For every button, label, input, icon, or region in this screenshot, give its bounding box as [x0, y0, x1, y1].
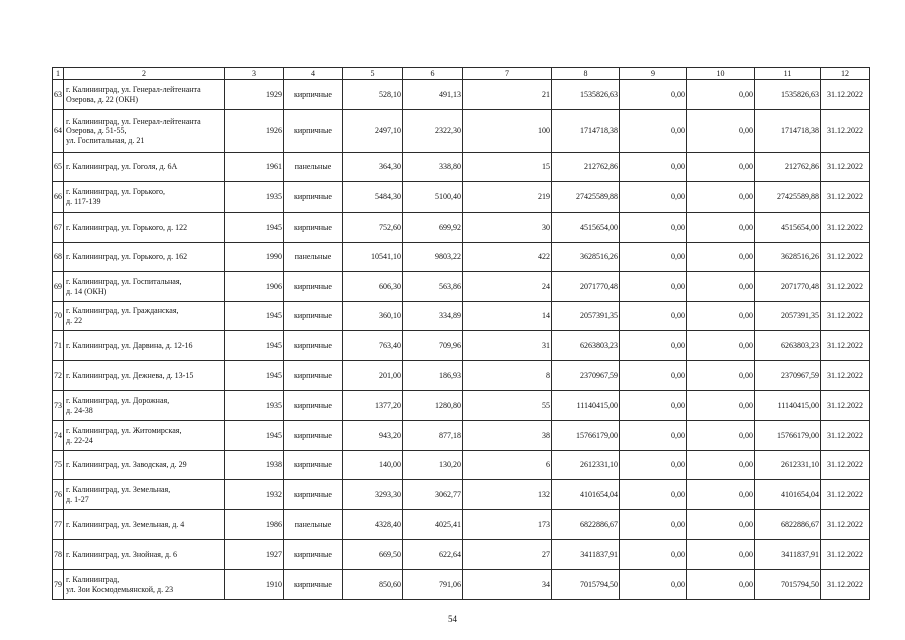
table-cell-col-8: 6263803,23 — [552, 331, 620, 361]
table-cell-col-9: 0,00 — [620, 361, 687, 391]
table-cell-col-4: кирпичные — [284, 331, 343, 361]
table-cell-col-5: 2497,10 — [343, 110, 403, 153]
table-cell-col-12: 31.12.2022 — [821, 480, 870, 510]
table-cell-col-9: 0,00 — [620, 540, 687, 570]
table-cell-col-4: кирпичные — [284, 302, 343, 331]
table-cell-col-10: 0,00 — [687, 272, 755, 302]
table-cell-col-11: 3411837,91 — [755, 540, 821, 570]
table-cell-col-11: 2057391,35 — [755, 302, 821, 331]
table-cell-col-5: 752,60 — [343, 213, 403, 243]
table-cell-col-6: 877,18 — [403, 421, 463, 451]
column-number-header-7: 7 — [463, 68, 552, 80]
table-row — [53, 570, 870, 600]
table-cell-col-2: г. Калининград, ул. Генерал-лейтенанта Озерова, д. 51-55, ул. Госпитальная, д. 21 — [64, 110, 225, 153]
table-cell-col-12: 31.12.2022 — [821, 421, 870, 451]
column-number-header-11: 11 — [755, 68, 821, 80]
table-cell-col-2: г. Калининград, ул. Знойная, д. 6 — [64, 540, 225, 570]
table-cell-col-7: 6 — [463, 451, 552, 480]
table-cell-col-12: 31.12.2022 — [821, 331, 870, 361]
table-cell-col-9: 0,00 — [620, 153, 687, 182]
table-cell-col-5: 10541,10 — [343, 243, 403, 272]
table-cell-col-1: 74 — [53, 421, 64, 451]
table-cell-col-1: 70 — [53, 302, 64, 331]
column-number-header-4: 4 — [284, 68, 343, 80]
table-cell-col-8: 4101654,04 — [552, 480, 620, 510]
table-cell-col-9: 0,00 — [620, 182, 687, 213]
table-cell-col-6: 491,13 — [403, 80, 463, 110]
table-cell-col-10: 0,00 — [687, 391, 755, 421]
table-row — [53, 110, 870, 153]
table-cell-col-11: 1714718,38 — [755, 110, 821, 153]
table-row — [53, 302, 870, 331]
table-cell-col-10: 0,00 — [687, 331, 755, 361]
table-cell-col-8: 1714718,38 — [552, 110, 620, 153]
table-cell-col-4: кирпичные — [284, 391, 343, 421]
table-cell-col-3: 1945 — [225, 302, 284, 331]
table-cell-col-2: г. Калининград, ул. Горького, д. 117-139 — [64, 182, 225, 213]
table-cell-col-9: 0,00 — [620, 243, 687, 272]
table-cell-col-6: 334,89 — [403, 302, 463, 331]
table-cell-col-12: 31.12.2022 — [821, 213, 870, 243]
table-cell-col-2: г. Калининград, ул. Земельная, д. 4 — [64, 510, 225, 540]
table-row — [53, 331, 870, 361]
table-cell-col-5: 5484,30 — [343, 182, 403, 213]
table-cell-col-2: г. Калининград, ул. Госпитальная, д. 14 (ОКН) — [64, 272, 225, 302]
table-cell-col-12: 31.12.2022 — [821, 540, 870, 570]
table-cell-col-8: 2370967,59 — [552, 361, 620, 391]
table-cell-col-8: 3628516,26 — [552, 243, 620, 272]
table-cell-col-3: 1945 — [225, 331, 284, 361]
table-cell-col-4: кирпичные — [284, 570, 343, 600]
column-number-header-3: 3 — [225, 68, 284, 80]
table-cell-col-8: 27425589,88 — [552, 182, 620, 213]
table-cell-col-6: 563,86 — [403, 272, 463, 302]
data-table — [52, 67, 870, 600]
table-cell-col-10: 0,00 — [687, 302, 755, 331]
table-cell-col-1: 63 — [53, 80, 64, 110]
table-cell-col-12: 31.12.2022 — [821, 272, 870, 302]
table-cell-col-9: 0,00 — [620, 480, 687, 510]
table-cell-col-12: 31.12.2022 — [821, 510, 870, 540]
table-cell-col-5: 3293,30 — [343, 480, 403, 510]
table-cell-col-5: 140,00 — [343, 451, 403, 480]
table-row — [53, 421, 870, 451]
table-row — [53, 153, 870, 182]
table-cell-col-8: 3411837,91 — [552, 540, 620, 570]
table-cell-col-4: кирпичные — [284, 540, 343, 570]
table-cell-col-11: 212762,86 — [755, 153, 821, 182]
table-cell-col-6: 186,93 — [403, 361, 463, 391]
table-cell-col-4: кирпичные — [284, 182, 343, 213]
table-cell-col-4: кирпичные — [284, 110, 343, 153]
table-cell-col-11: 2370967,59 — [755, 361, 821, 391]
table-cell-col-8: 11140415,00 — [552, 391, 620, 421]
table-row — [53, 480, 870, 510]
table-cell-col-12: 31.12.2022 — [821, 153, 870, 182]
table-cell-col-4: кирпичные — [284, 361, 343, 391]
table-cell-col-6: 709,96 — [403, 331, 463, 361]
table-cell-col-12: 31.12.2022 — [821, 182, 870, 213]
table-cell-col-8: 2057391,35 — [552, 302, 620, 331]
column-number-header-2: 2 — [64, 68, 225, 80]
table-cell-col-1: 64 — [53, 110, 64, 153]
table-cell-col-4: кирпичные — [284, 451, 343, 480]
table-cell-col-5: 528,10 — [343, 80, 403, 110]
table-cell-col-2: г. Калининград, ул. Горького, д. 122 — [64, 213, 225, 243]
table-cell-col-11: 4515654,00 — [755, 213, 821, 243]
table-cell-col-11: 3628516,26 — [755, 243, 821, 272]
table-cell-col-2: г. Калининград, ул. Земельная, д. 1-27 — [64, 480, 225, 510]
column-number-header-5: 5 — [343, 68, 403, 80]
table-cell-col-9: 0,00 — [620, 510, 687, 540]
table-cell-col-12: 31.12.2022 — [821, 361, 870, 391]
table-cell-col-9: 0,00 — [620, 391, 687, 421]
table-cell-col-2: г. Калининград, ул. Генерал-лейтенанта Озерова, д. 22 (ОКН) — [64, 80, 225, 110]
table-cell-col-8: 7015794,50 — [552, 570, 620, 600]
table-cell-col-6: 1280,80 — [403, 391, 463, 421]
column-number-header-10: 10 — [687, 68, 755, 80]
table-cell-col-6: 3062,77 — [403, 480, 463, 510]
table-cell-col-7: 38 — [463, 421, 552, 451]
column-number-header-12: 12 — [821, 68, 870, 80]
table-cell-col-6: 4025,41 — [403, 510, 463, 540]
table-cell-col-7: 15 — [463, 153, 552, 182]
table-cell-col-7: 30 — [463, 213, 552, 243]
table-cell-col-5: 606,30 — [343, 272, 403, 302]
table-cell-col-6: 9803,22 — [403, 243, 463, 272]
table-cell-col-10: 0,00 — [687, 243, 755, 272]
table-cell-col-1: 78 — [53, 540, 64, 570]
table-cell-col-7: 173 — [463, 510, 552, 540]
table-cell-col-8: 6822886,67 — [552, 510, 620, 540]
column-number-header-8: 8 — [552, 68, 620, 80]
table-cell-col-4: кирпичные — [284, 480, 343, 510]
column-number-header-1: 1 — [53, 68, 64, 80]
table-cell-col-11: 27425589,88 — [755, 182, 821, 213]
table-row — [53, 361, 870, 391]
table-cell-col-8: 2612331,10 — [552, 451, 620, 480]
column-number-row — [53, 68, 870, 80]
table-cell-col-3: 1932 — [225, 480, 284, 510]
table-row — [53, 213, 870, 243]
table-cell-col-5: 364,30 — [343, 153, 403, 182]
table-cell-col-7: 219 — [463, 182, 552, 213]
table-cell-col-10: 0,00 — [687, 182, 755, 213]
table-cell-col-2: г. Калининград, ул. Горького, д. 162 — [64, 243, 225, 272]
table-cell-col-4: панельные — [284, 510, 343, 540]
table-row — [53, 243, 870, 272]
table-cell-col-7: 34 — [463, 570, 552, 600]
table-cell-col-9: 0,00 — [620, 451, 687, 480]
table-cell-col-2: г. Калининград, ул. Гоголя, д. 6А — [64, 153, 225, 182]
table-row — [53, 80, 870, 110]
table-cell-col-1: 73 — [53, 391, 64, 421]
table-cell-col-1: 67 — [53, 213, 64, 243]
table-cell-col-4: кирпичные — [284, 421, 343, 451]
table-cell-col-9: 0,00 — [620, 80, 687, 110]
table-cell-col-1: 72 — [53, 361, 64, 391]
table-cell-col-11: 11140415,00 — [755, 391, 821, 421]
table-cell-col-9: 0,00 — [620, 421, 687, 451]
table-cell-col-5: 669,50 — [343, 540, 403, 570]
column-number-header-6: 6 — [403, 68, 463, 80]
table-cell-col-8: 15766179,00 — [552, 421, 620, 451]
table-cell-col-1: 69 — [53, 272, 64, 302]
table-cell-col-7: 132 — [463, 480, 552, 510]
table-cell-col-3: 1961 — [225, 153, 284, 182]
table-cell-col-3: 1906 — [225, 272, 284, 302]
table-cell-col-12: 31.12.2022 — [821, 570, 870, 600]
table-cell-col-12: 31.12.2022 — [821, 391, 870, 421]
table-cell-col-9: 0,00 — [620, 331, 687, 361]
table-cell-col-7: 422 — [463, 243, 552, 272]
table-cell-col-3: 1945 — [225, 213, 284, 243]
table-row — [53, 272, 870, 302]
table-cell-col-6: 5100,40 — [403, 182, 463, 213]
table-cell-col-5: 1377,20 — [343, 391, 403, 421]
table-cell-col-1: 66 — [53, 182, 64, 213]
table-cell-col-11: 4101654,04 — [755, 480, 821, 510]
table-body — [53, 68, 870, 600]
table-cell-col-11: 2612331,10 — [755, 451, 821, 480]
table-cell-col-1: 79 — [53, 570, 64, 600]
table-cell-col-10: 0,00 — [687, 510, 755, 540]
table-cell-col-4: кирпичные — [284, 213, 343, 243]
table-cell-col-10: 0,00 — [687, 361, 755, 391]
table-cell-col-4: кирпичные — [284, 272, 343, 302]
table-cell-col-5: 943,20 — [343, 421, 403, 451]
table-cell-col-9: 0,00 — [620, 213, 687, 243]
table-cell-col-1: 75 — [53, 451, 64, 480]
table-cell-col-11: 15766179,00 — [755, 421, 821, 451]
table-cell-col-7: 14 — [463, 302, 552, 331]
table-row — [53, 510, 870, 540]
table-cell-col-8: 212762,86 — [552, 153, 620, 182]
table-cell-col-1: 68 — [53, 243, 64, 272]
table-cell-col-3: 1945 — [225, 421, 284, 451]
table-cell-col-2: г. Калининград, ул. Дорожная, д. 24-38 — [64, 391, 225, 421]
table-cell-col-11: 6263803,23 — [755, 331, 821, 361]
table-cell-col-1: 76 — [53, 480, 64, 510]
table-cell-col-8: 2071770,48 — [552, 272, 620, 302]
table-cell-col-9: 0,00 — [620, 272, 687, 302]
table-cell-col-11: 2071770,48 — [755, 272, 821, 302]
table-row — [53, 182, 870, 213]
table-cell-col-11: 7015794,50 — [755, 570, 821, 600]
table-cell-col-7: 100 — [463, 110, 552, 153]
table-cell-col-2: г. Калининград, ул. Гражданская, д. 22 — [64, 302, 225, 331]
table-cell-col-5: 201,00 — [343, 361, 403, 391]
table-cell-col-10: 0,00 — [687, 570, 755, 600]
table-cell-col-11: 1535826,63 — [755, 80, 821, 110]
table-cell-col-3: 1990 — [225, 243, 284, 272]
table-cell-col-5: 360,10 — [343, 302, 403, 331]
table-cell-col-5: 763,40 — [343, 331, 403, 361]
table-cell-col-10: 0,00 — [687, 421, 755, 451]
table-cell-col-4: панельные — [284, 243, 343, 272]
table-cell-col-5: 4328,40 — [343, 510, 403, 540]
table-cell-col-3: 1926 — [225, 110, 284, 153]
table-cell-col-6: 2322,30 — [403, 110, 463, 153]
table-row — [53, 391, 870, 421]
table-cell-col-2: г. Калининград, ул. Дарвина, д. 12-16 — [64, 331, 225, 361]
table-cell-col-7: 27 — [463, 540, 552, 570]
table-cell-col-7: 31 — [463, 331, 552, 361]
table-cell-col-10: 0,00 — [687, 480, 755, 510]
table-cell-col-2: г. Калининград, ул. Житомирская, д. 22-24 — [64, 421, 225, 451]
table-cell-col-6: 699,92 — [403, 213, 463, 243]
table-cell-col-12: 31.12.2022 — [821, 451, 870, 480]
table-cell-col-3: 1910 — [225, 570, 284, 600]
table-cell-col-4: кирпичные — [284, 80, 343, 110]
table-cell-col-6: 338,80 — [403, 153, 463, 182]
table-cell-col-1: 71 — [53, 331, 64, 361]
table-cell-col-2: г. Калининград, ул. Дежнева, д. 13-15 — [64, 361, 225, 391]
table-cell-col-6: 791,06 — [403, 570, 463, 600]
table-cell-col-11: 6822886,67 — [755, 510, 821, 540]
table-cell-col-4: панельные — [284, 153, 343, 182]
table-cell-col-10: 0,00 — [687, 451, 755, 480]
table-cell-col-3: 1935 — [225, 182, 284, 213]
table-cell-col-7: 55 — [463, 391, 552, 421]
table-cell-col-10: 0,00 — [687, 110, 755, 153]
table-cell-col-1: 77 — [53, 510, 64, 540]
table-cell-col-7: 21 — [463, 80, 552, 110]
table-cell-col-1: 65 — [53, 153, 64, 182]
table-cell-col-9: 0,00 — [620, 302, 687, 331]
table-cell-col-10: 0,00 — [687, 80, 755, 110]
table-cell-col-8: 1535826,63 — [552, 80, 620, 110]
table-cell-col-3: 1927 — [225, 540, 284, 570]
table-cell-col-3: 1938 — [225, 451, 284, 480]
table-cell-col-6: 130,20 — [403, 451, 463, 480]
table-cell-col-8: 4515654,00 — [552, 213, 620, 243]
table-cell-col-9: 0,00 — [620, 570, 687, 600]
table-cell-col-10: 0,00 — [687, 153, 755, 182]
table-cell-col-3: 1986 — [225, 510, 284, 540]
table-cell-col-12: 31.12.2022 — [821, 80, 870, 110]
table-cell-col-7: 8 — [463, 361, 552, 391]
table-cell-col-3: 1945 — [225, 361, 284, 391]
table-cell-col-12: 31.12.2022 — [821, 243, 870, 272]
table-cell-col-7: 24 — [463, 272, 552, 302]
table-row — [53, 540, 870, 570]
table-cell-col-6: 622,64 — [403, 540, 463, 570]
table-cell-col-2: г. Калининград, ул. Зои Космодемьянской, д. 23 — [64, 570, 225, 600]
table-cell-col-12: 31.12.2022 — [821, 110, 870, 153]
table-cell-col-10: 0,00 — [687, 213, 755, 243]
table-cell-col-2: г. Калининград, ул. Заводская, д. 29 — [64, 451, 225, 480]
page-number: 54 — [448, 614, 457, 624]
table-row — [53, 451, 870, 480]
column-number-header-9: 9 — [620, 68, 687, 80]
table-cell-col-3: 1935 — [225, 391, 284, 421]
table-cell-col-5: 850,60 — [343, 570, 403, 600]
table-cell-col-3: 1929 — [225, 80, 284, 110]
table-cell-col-12: 31.12.2022 — [821, 302, 870, 331]
table-cell-col-10: 0,00 — [687, 540, 755, 570]
table-cell-col-9: 0,00 — [620, 110, 687, 153]
